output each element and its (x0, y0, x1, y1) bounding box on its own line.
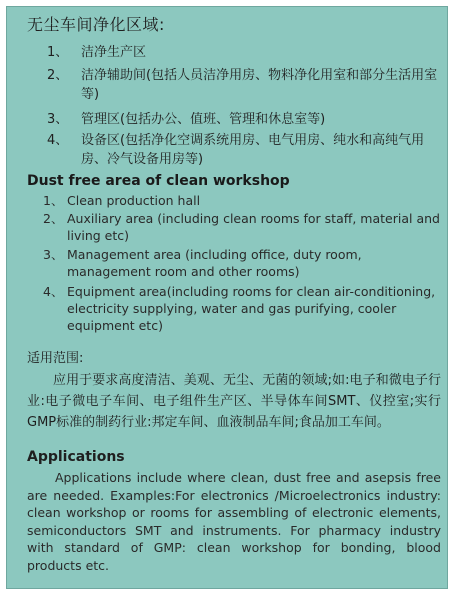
zh-item-text: 设备区(包括净化空调系统用房、电气用房、纯水和高纯气用房、冷气设备用房等) (81, 133, 425, 167)
en-list-item (43, 246, 445, 280)
en-list-item (43, 192, 445, 209)
zh-item-text: 洁净生产区 (81, 45, 147, 60)
zh-item-text: 管理区(包括办公、值班、管理和休息室等) (81, 112, 326, 127)
en-item-text: Management area (including office, duty room, management room and other rooms) (67, 247, 362, 279)
applications-title: Applications (27, 449, 125, 465)
zh-list-item (47, 43, 443, 62)
scope-title: 适用范围: (27, 351, 84, 366)
zh-section-title: 无尘车间净化区域: (27, 15, 165, 34)
zh-list-item (47, 131, 443, 169)
zh-item-number: 1、 (47, 45, 69, 60)
en-item-number: 3、 (43, 247, 64, 262)
info-panel (6, 6, 448, 589)
zh-item-number: 3、 (47, 112, 69, 127)
en-section-title: Dust free area of clean workshop (27, 173, 290, 189)
en-item-text: Auxiliary area (including clean rooms for staff, material and living etc) (67, 211, 440, 243)
en-list-item (43, 210, 445, 244)
zh-item-number: 4、 (47, 133, 69, 148)
zh-list-item (47, 66, 443, 104)
zh-list-item (47, 110, 443, 129)
applications-body: Applications include where clean, dust free and asepsis free are needed. Examples:For electronics /Microelectronics industry: clean workshop or rooms for assembling of electronic elements, semiconductors SMT and instruments. For pharmacy industry with standard of GMP: clean workshop for bonding, blood products etc. (27, 470, 441, 573)
en-item-number: 4、 (43, 284, 64, 299)
en-list-item (43, 283, 445, 334)
en-item-text: Clean production hall (67, 193, 201, 208)
scope-body: 应用于要求高度清洁、美观、无尘、无菌的领域;如:电子和微电子行业:电子微电子车间、电子组件生产区、半导体车间SMT、仪控室;实行GMP标准的制药行业:邦定车间、血液制品车间;食品加工车间。 (27, 373, 441, 430)
zh-item-text: 洁净辅助间(包括人员洁净用房、物料净化用室和部分生活用室等) (81, 68, 438, 102)
en-item-number: 2、 (43, 211, 64, 226)
en-item-number: 1、 (43, 193, 64, 208)
en-item-text: Equipment area(including rooms for clean air-conditioning, electricity supplying, water and gas purifying, cooler equipment etc) (67, 284, 436, 333)
zh-item-number: 2、 (47, 68, 69, 83)
